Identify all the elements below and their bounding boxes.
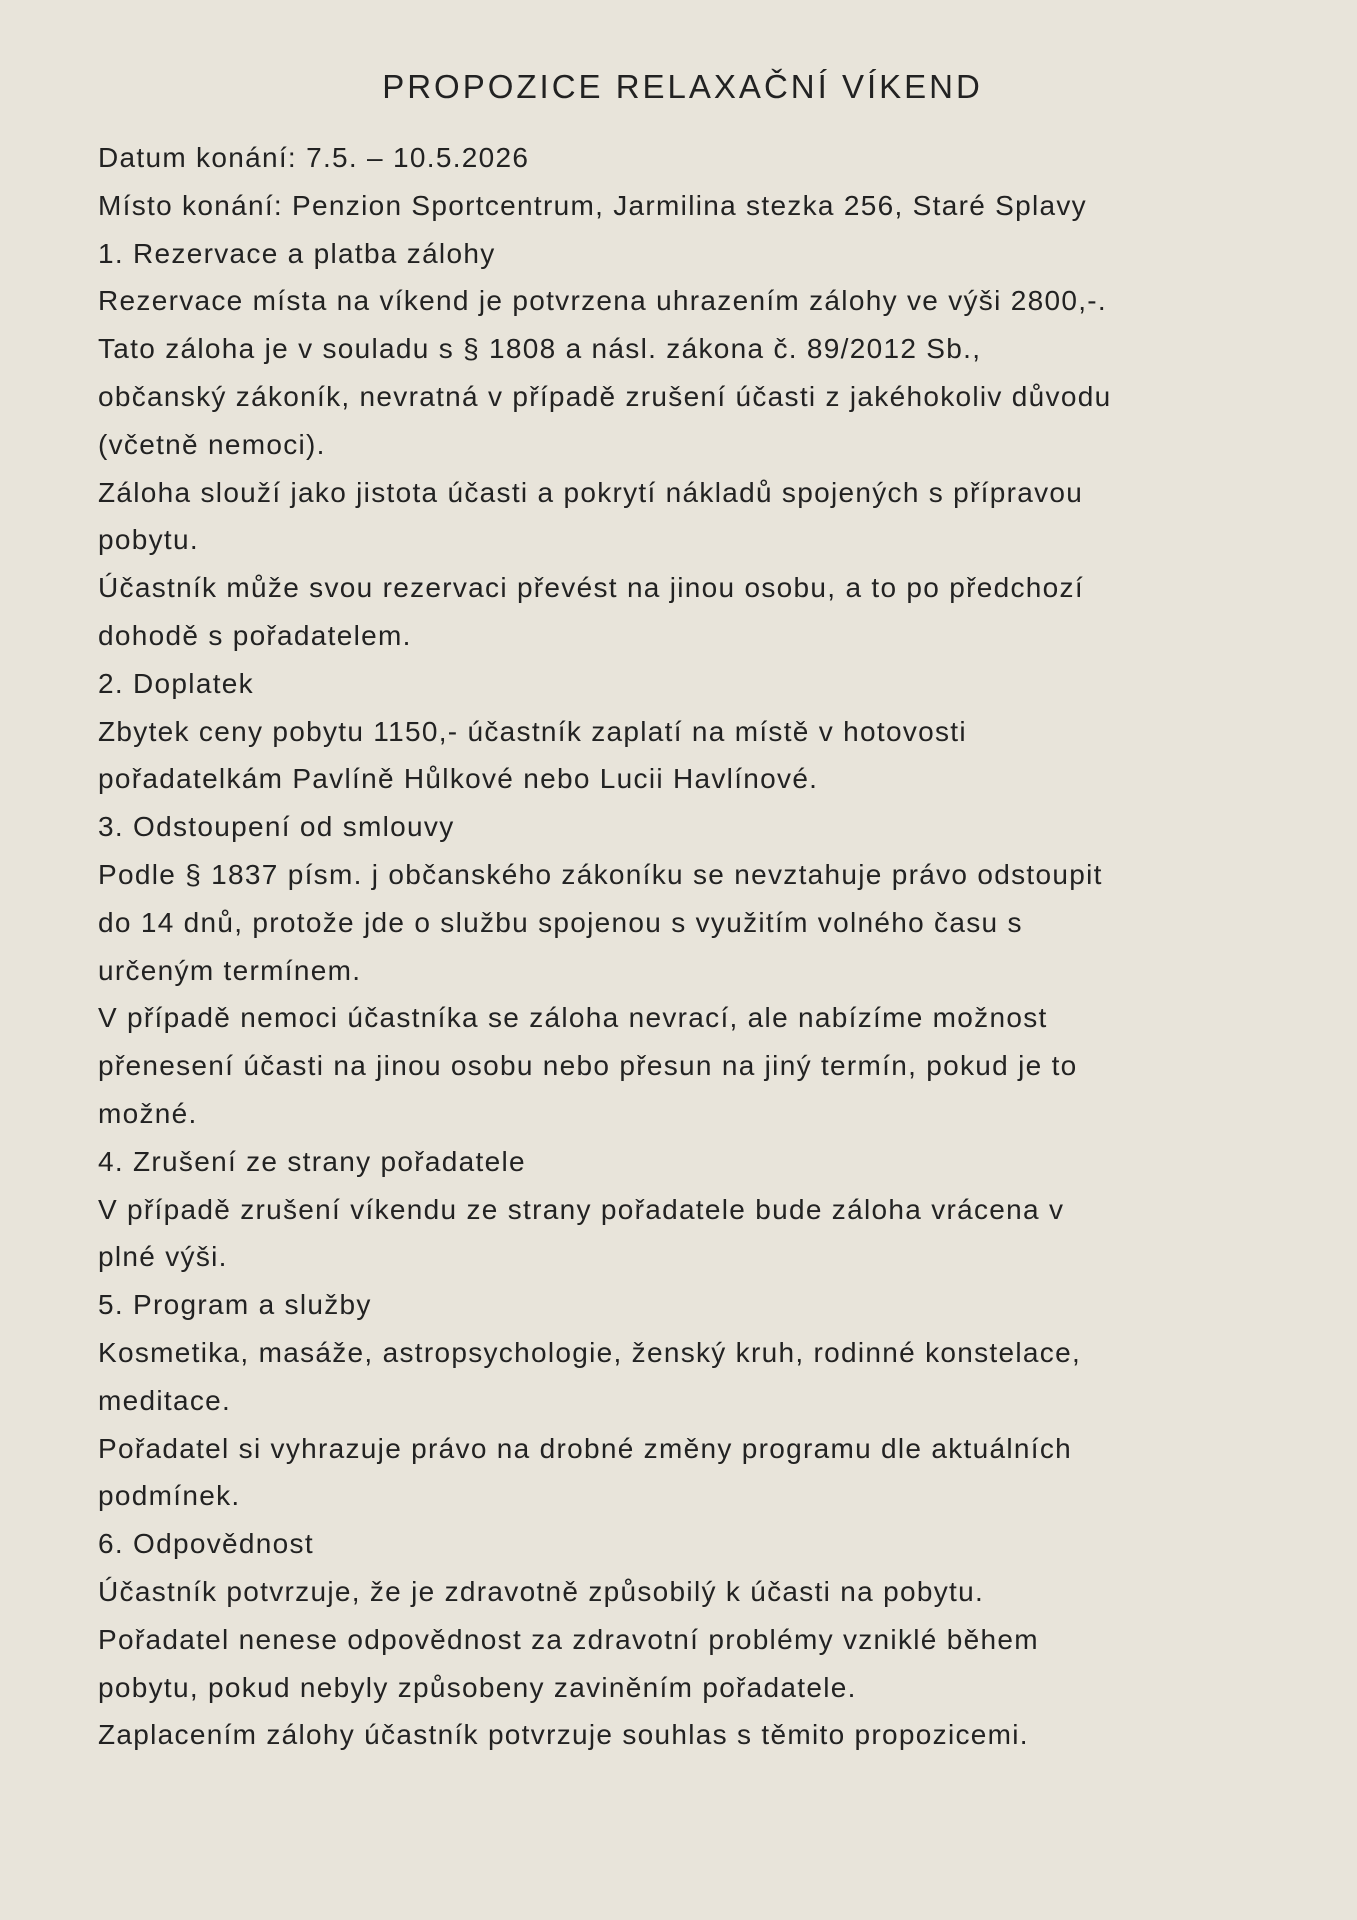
text-line: Zbytek ceny pobytu 1150,- účastník zaplatí na místě v hotovosti [98, 715, 967, 747]
text-line: Místo konání: Penzion Sportcentrum, Jarmilina stezka 256, Staré Splavy [98, 189, 1087, 221]
text-line: Účastník může svou rezervaci převést na jinou osobu, a to po předchozí [98, 572, 1084, 604]
text-line: Záloha slouží jako jistota účasti a pokrytí nákladů spojených s přípravou [98, 476, 1084, 508]
text-line: Pořadatel nenese odpovědnost za zdravotní problémy vzniklé během [98, 1623, 1039, 1655]
text-line: dohodě s pořadatelem. [98, 619, 412, 651]
text-line: pobytu, pokud nebyly způsobeny zaviněním pořadatele. [98, 1671, 857, 1703]
text-line: Zaplacením zálohy účastník potvrzuje souhlas s těmito propozicemi. [98, 1719, 1029, 1751]
text-line: do 14 dnů, protože jde o službu spojenou s využitím volného času s [98, 906, 1023, 938]
text-line: V případě nemoci účastníka se záloha nevrací, ale nabízíme možnost [98, 1002, 1048, 1034]
text-line: Podle § 1837 písm. j občanského zákoníku se nevztahuje právo odstoupit [98, 858, 1103, 890]
text-line: Datum konání: 7.5. – 10.5.2026 [98, 142, 530, 173]
text-line: Účastník potvrzuje, že je zdravotně způsobilý k účasti na pobytu. [98, 1575, 985, 1607]
text-line: (včetně nemoci). [98, 428, 326, 460]
text-line: Kosmetika, masáže, astropsychologie, ženský kruh, rodinné konstelace, [98, 1336, 1082, 1368]
text-line: přenesení účasti na jinou osobu nebo přesun na jiný termín, pokud je to [98, 1050, 1078, 1082]
text-line: Tato záloha je v souladu s § 1808 a násl. zákona č. 89/2012 Sb., [98, 333, 982, 365]
text-line: Rezervace místa na víkend je potvrzena uhrazením zálohy ve výši 2800,-. [98, 285, 1107, 317]
document-body [98, 134, 1259, 1759]
text-line: Pořadatel si vyhrazuje právo na drobné změny programu dle aktuálních [98, 1432, 1073, 1464]
text-line: určeným termínem. [98, 954, 362, 986]
text-line: 5. Program a služby [98, 1289, 372, 1321]
text-line: 6. Odpovědnost [98, 1528, 314, 1560]
text-line: 4. Zrušení ze strany pořadatele [98, 1145, 526, 1177]
text-line: pobytu. [98, 524, 199, 556]
text-line: plné výši. [98, 1241, 228, 1273]
text-line: 1. Rezervace a platba zálohy [98, 237, 496, 269]
text-line: 2. Doplatek [98, 667, 254, 699]
page-title: PROPOZICE RELAXAČNÍ VÍKEND [382, 68, 983, 105]
text-line: občanský zákoník, nevratná v případě zrušení účasti z jakéhokoliv důvodu [98, 380, 1112, 412]
text-line: možné. [98, 1097, 198, 1129]
text-line: V případě zrušení víkendu ze strany pořadatele bude záloha vrácena v [98, 1193, 1065, 1225]
text-line: pořadatelkám Pavlíně Hůlkové nebo Lucii Havlínové. [98, 763, 819, 795]
text-line: podmínek. [98, 1480, 241, 1512]
text-line: meditace. [98, 1384, 232, 1416]
text-line: 3. Odstoupení od smlouvy [98, 811, 455, 843]
